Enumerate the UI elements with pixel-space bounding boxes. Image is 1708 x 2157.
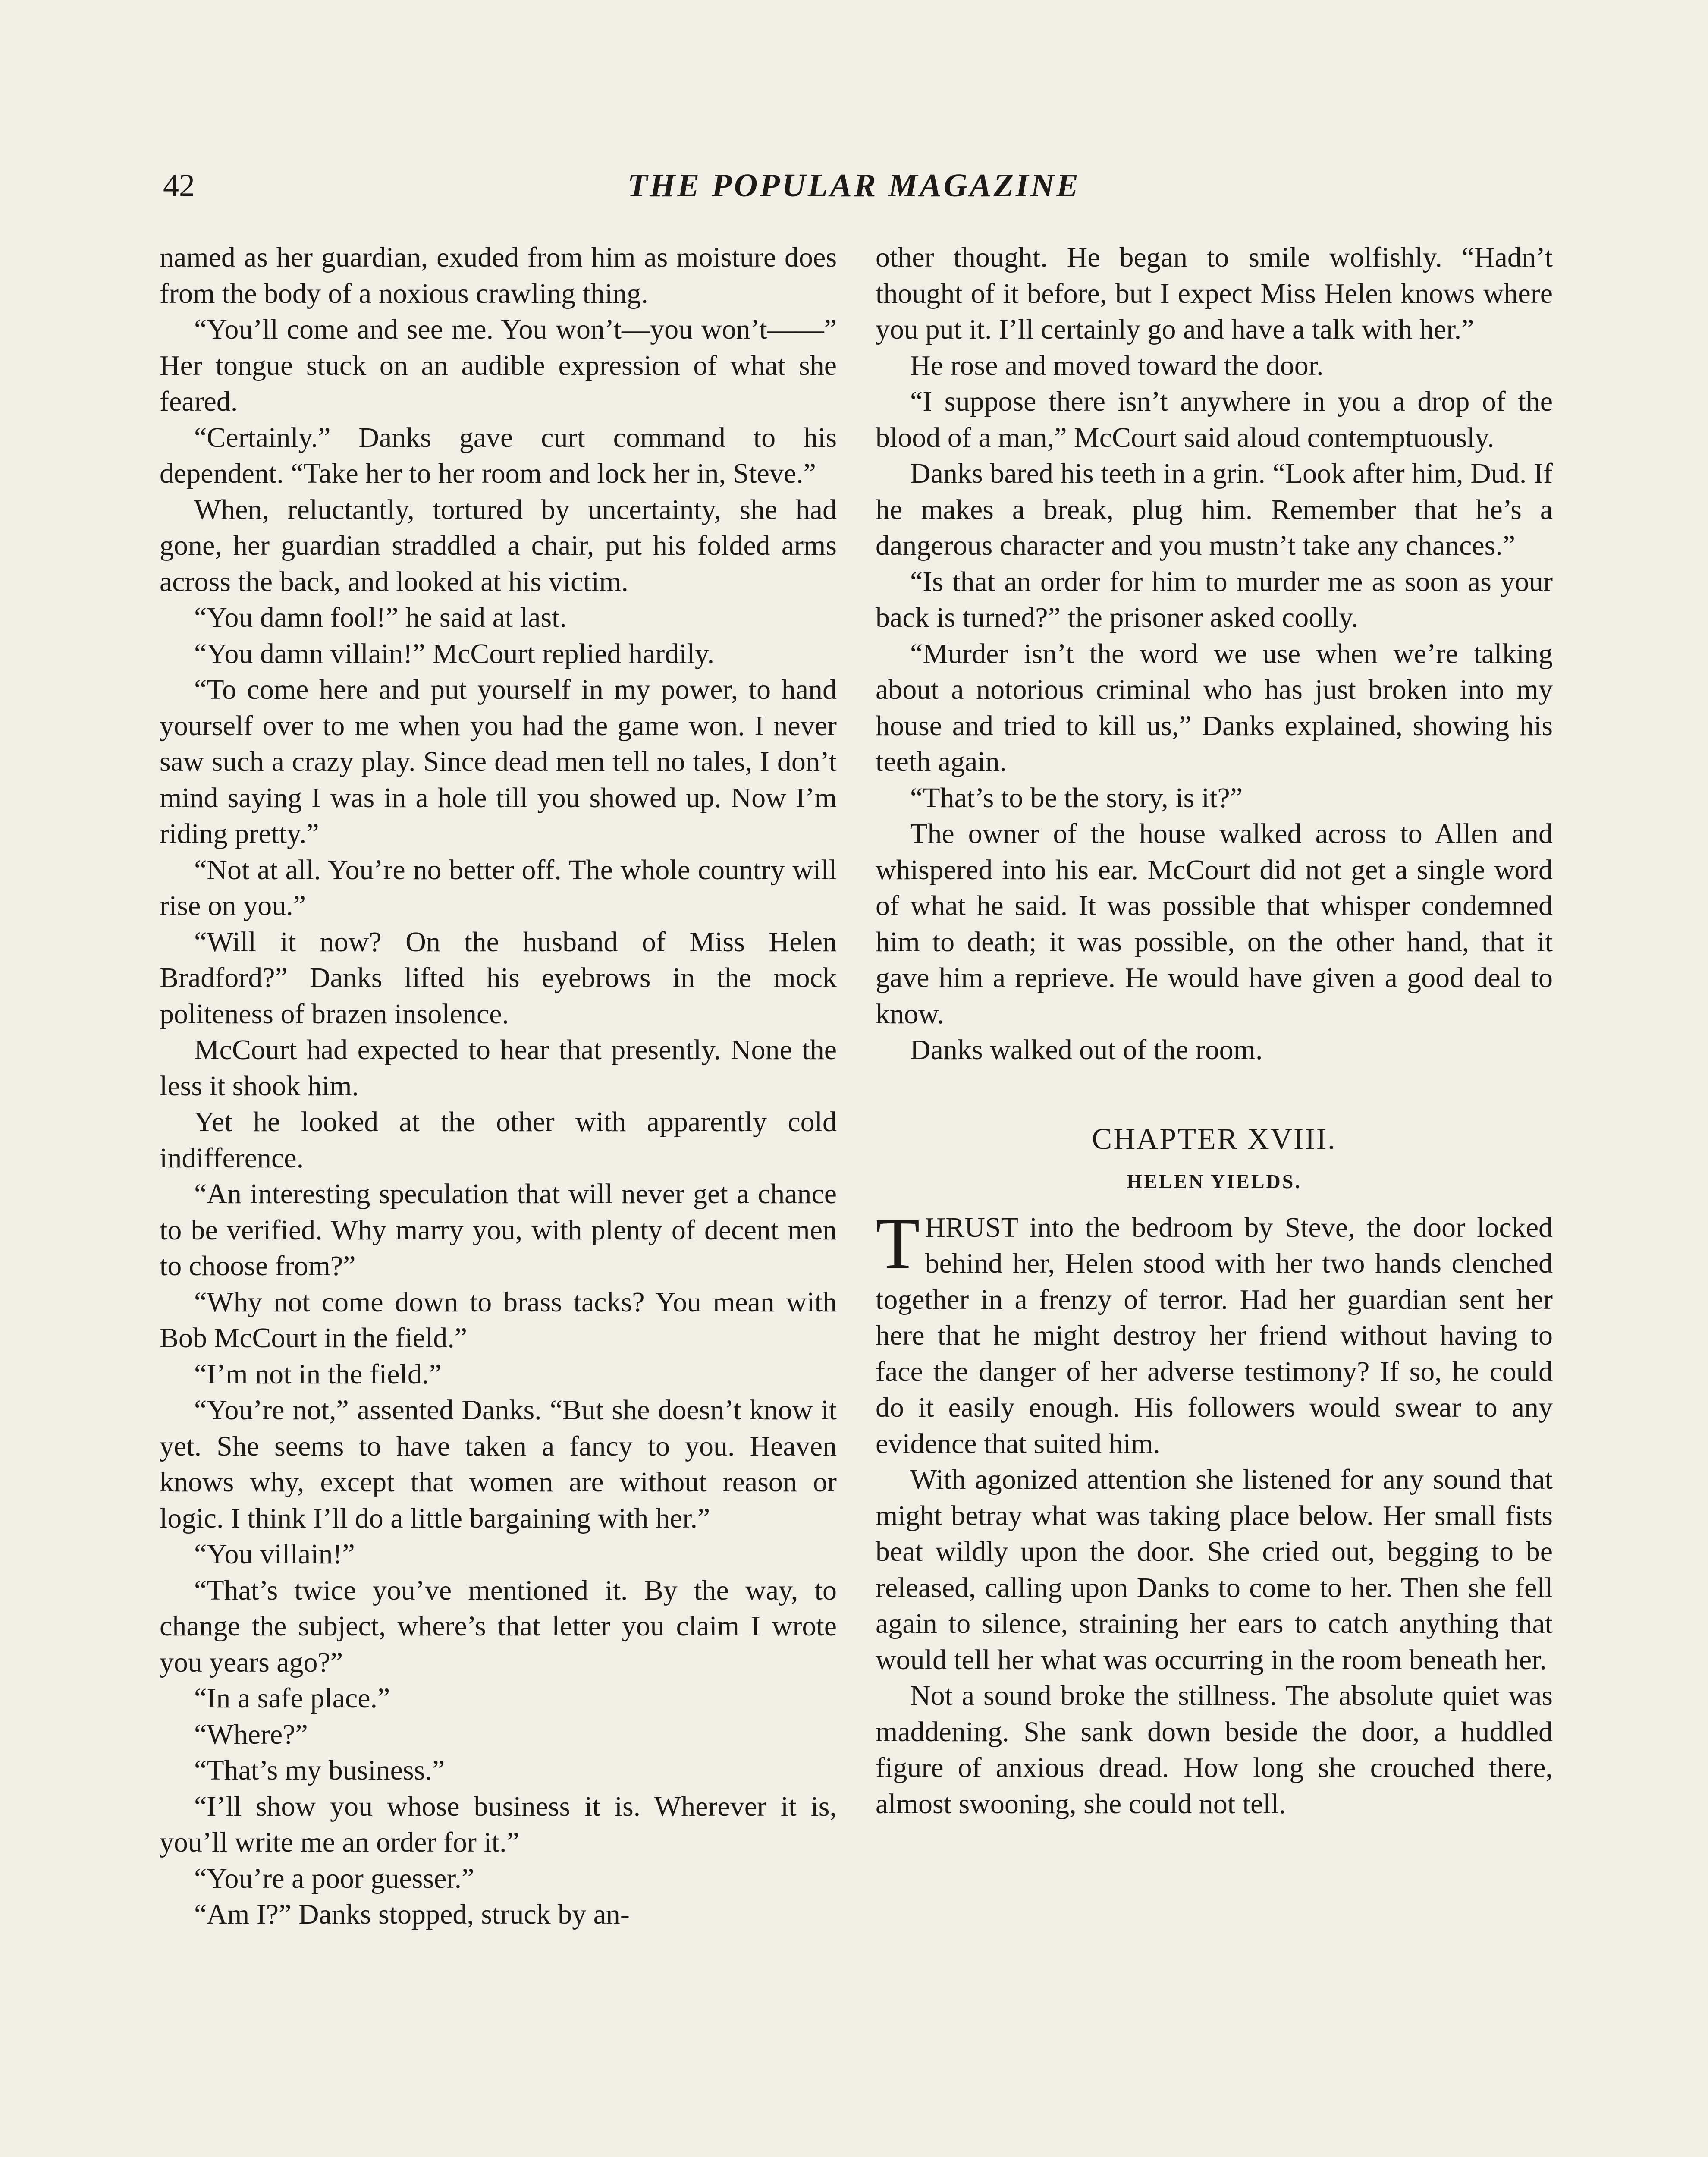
- paragraph: “To come here and put yourself in my power, to hand yourself over to me when you had the game won. I never saw such a crazy play. Since dead men tell no tales, I don’t mind saying I was in a hole till you showed up. Now I’m riding pretty.”: [160, 674, 837, 849]
- left-column: [160, 239, 837, 1933]
- paragraph: He rose and moved toward the door.: [910, 349, 1324, 381]
- chapter-opening-paragraph: [876, 1203, 1553, 1462]
- opening-text: HRUST into the bedroom by Steve, the door locked behind her, Helen stood with her two hands clenched together in a frenzy of terror. Had her guardian sent her here that he might destroy her friend without having to face the danger of her adverse testimony? If so, he could do it easily enough. His followers would swear to any evidence that suited him.: [876, 1211, 1553, 1459]
- drop-cap: T: [876, 1203, 920, 1284]
- right-column: [876, 239, 1553, 1822]
- paragraph: Danks walked out of the room.: [910, 1034, 1263, 1066]
- paragraph: “I suppose there isn’t anywhere in you a drop of the blood of a man,” McCourt said aloud contemptuously.: [876, 386, 1553, 453]
- paragraph: “You’ll come and see me. You won’t—you won’t——” Her tongue stuck on an audible expression of what she feared.: [160, 314, 837, 417]
- paragraph: “That’s twice you’ve mentioned it. By the way, to change the subject, where’s that letter you claim I wrote you years ago?”: [160, 1574, 837, 1678]
- paragraph: “Why not come down to brass tacks? You mean with Bob McCourt in the field.”: [160, 1286, 837, 1354]
- paragraph: “That’s to be the story, is it?”: [910, 782, 1243, 814]
- paragraph: “In a safe place.”: [194, 1682, 390, 1714]
- paragraph: McCourt had expected to hear that presently. None the less it shook him.: [160, 1034, 837, 1102]
- paragraph: “Is that an order for him to murder me as soon as your back is turned?” the prisoner asked coolly.: [876, 566, 1553, 633]
- paragraph: “You damn fool!” he said at last.: [194, 602, 567, 633]
- paragraph: “Murder isn’t the word we use when we’re talking about a notorious criminal who has just broken into my house and tried to kill us,” Danks explained, showing his teeth again.: [876, 638, 1553, 777]
- paragraph: When, reluctantly, tortured by uncertainty, she had gone, her guardian straddled a chair, put his folded arms across the back, and looked at his victim.: [160, 494, 837, 597]
- paragraph: “Am I?” Danks stopped, struck by an-: [194, 1899, 630, 1930]
- paragraph: “You’re not,” assented Danks. “But she doesn’t know it yet. She seems to have taken a fancy to you. Heaven knows why, except that women are without reason or logic. I think I’ll do a little bargaining with her.”: [160, 1394, 837, 1534]
- paragraph: Danks bared his teeth in a grin. “Look after him, Dud. If he makes a break, plug him. Remember that he’s a dangerous character and you mustn’t take any chances.”: [876, 458, 1553, 561]
- paragraph: Yet he looked at the other with apparently cold indifference.: [160, 1106, 837, 1174]
- paragraph: “I’m not in the field.”: [194, 1358, 442, 1390]
- paragraph: “You villain!”: [194, 1538, 355, 1570]
- paragraph: named as her guardian, exuded from him as moisture does from the body of a noxious crawling thing.: [160, 242, 837, 309]
- paragraph: “Will it now? On the husband of Miss Helen Bradford?” Danks lifted his eyebrows in the mock politeness of brazen insolence.: [160, 926, 837, 1030]
- paragraph: “Where?”: [194, 1718, 308, 1750]
- paragraph: The owner of the house walked across to Allen and whispered into his ear. McCourt did not get a single word of what he said. It was possible that whisper condemned him to death; it was possible, on the other hand, that it gave him a reprieve. He would have given a good deal to know.: [876, 818, 1553, 1030]
- paragraph: With agonized attention she listened for any sound that might betray what was taking place below. Her small fists beat wildly upon the door. She cried out, begging to be released, calling upon Danks to come to her. Then she fell again to silence, straining her ears to catch anything that would tell her what was occurring in the room beneath her.: [876, 1464, 1553, 1676]
- paragraph: other thought. He began to smile wolfishly. “Hadn’t thought of it before, but I expect Miss Helen knows where you put it. I’ll certainly go and have a talk with her.”: [876, 242, 1553, 345]
- chapter-subtitle: HELEN YIELDS.: [1127, 1170, 1302, 1192]
- page-header: [0, 164, 1708, 207]
- paragraph: “Not at all. You’re no better off. The whole country will rise on you.”: [160, 854, 837, 921]
- paragraph: “An interesting speculation that will never get a chance to be verified. Why marry you, with plenty of decent men to choose from?”: [160, 1178, 837, 1282]
- chapter-heading: CHAPTER XVIII.: [1092, 1122, 1337, 1156]
- paragraph: Not a sound broke the stillness. The absolute quiet was maddening. She sank down beside the door, a huddled figure of anxious dread. How long she crouched there, almost swooning, she could not tell.: [876, 1680, 1553, 1820]
- paragraph: “You damn villain!” McCourt replied hardily.: [194, 638, 715, 670]
- paragraph: “I’ll show you whose business it is. Wherever it is, you’ll write me an order for it.”: [160, 1790, 837, 1858]
- paragraph: “Certainly.” Danks gave curt command to his dependent. “Take her to her room and lock her in, Steve.”: [160, 421, 837, 489]
- running-head: THE POPULAR MAGAZINE: [627, 167, 1081, 204]
- page-number: 42: [163, 168, 195, 203]
- paragraph: “You’re a poor guesser.”: [194, 1862, 474, 1894]
- paragraph: “That’s my business.”: [194, 1755, 445, 1786]
